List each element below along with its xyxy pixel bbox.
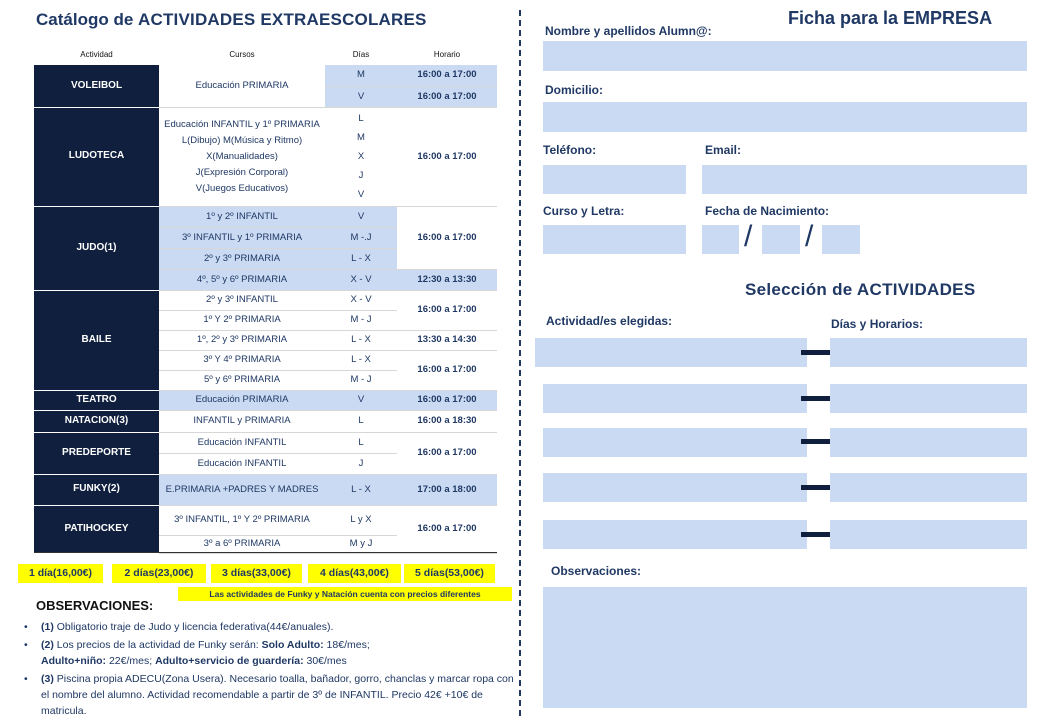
- notes-label: Observaciones:: [551, 564, 642, 578]
- price-badge-2-days: 2 días(23,00€): [112, 564, 206, 583]
- table-row: [34, 390, 497, 410]
- schedule-field-5[interactable]: [830, 520, 1027, 549]
- catalog-title: [36, 10, 427, 30]
- course-cell: 3º INFANTIL, 1º Y 2º PRIMARIA: [159, 505, 325, 535]
- day-item: X: [357, 151, 365, 162]
- course-letter-field[interactable]: [543, 225, 686, 254]
- table-row: [34, 474, 497, 505]
- hour-cell: 16:00 a 17:00: [397, 86, 497, 107]
- table-row: [34, 206, 497, 227]
- birth-day-field[interactable]: [702, 225, 739, 254]
- birth-month-field[interactable]: [762, 225, 800, 254]
- days-cell: M: [325, 65, 397, 86]
- header-horario: Horario: [433, 50, 461, 59]
- observation-item: [24, 671, 519, 719]
- days-cell: M - J: [325, 370, 397, 390]
- address-field[interactable]: [543, 102, 1027, 132]
- days-cell: L: [325, 410, 397, 432]
- address-label: Domicilio:: [545, 83, 604, 97]
- days-cell: J: [325, 453, 397, 474]
- catalog-title-part1: Catálogo de: [36, 10, 139, 29]
- hour-cell: 16:00 a 17:00: [397, 432, 497, 474]
- date-separator: /: [744, 220, 753, 253]
- days-cell: M - J: [325, 310, 397, 330]
- days-cell: [325, 107, 397, 206]
- course-line: L(Dibujo) M(Música y Ritmo): [181, 134, 303, 146]
- activity-field-4[interactable]: [543, 473, 807, 502]
- course-cell: 3º INFANTIL y 1º PRIMARIA: [159, 227, 325, 248]
- observation-text: Los precios de la actividad de Funky serán:: [53, 639, 262, 651]
- activity-ludoteca: LUDOTECA: [34, 107, 159, 206]
- day-item: L: [358, 113, 364, 124]
- phone-label: Teléfono:: [543, 143, 597, 157]
- observations-list: [24, 619, 519, 720]
- course-cell: Educación PRIMARIA: [159, 390, 325, 410]
- course-cell: 2º y 3º INFANTIL: [159, 290, 325, 310]
- date-separator: /: [805, 220, 814, 253]
- observation-item: [24, 637, 519, 669]
- schedule-field-3[interactable]: [830, 428, 1027, 457]
- hour-cell: 16:00 a 17:00: [397, 107, 497, 206]
- course-cell: Educación INFANTIL: [159, 453, 325, 474]
- days-hours-label: Días y Horarios:: [831, 317, 924, 331]
- course-line: X(Manualidades): [206, 150, 278, 162]
- hour-cell: 16:00 a 17:00: [397, 206, 497, 269]
- observation-ref: (1): [41, 621, 54, 633]
- course-cell: E.PRIMARIA +PADRES Y MADRES: [159, 474, 325, 505]
- course-cell: 1º y 2º INFANTIL: [159, 206, 325, 227]
- schedule-field-1[interactable]: [830, 338, 1027, 367]
- hour-cell: 12:30 a 13:30: [397, 269, 497, 290]
- activity-patihockey: PATIHOCKEY: [34, 505, 159, 553]
- observation-ref: (2): [41, 639, 54, 651]
- selection-title: Selección de ACTIVIDADES: [745, 280, 976, 299]
- hour-cell: 16:00 a 17:00: [397, 65, 497, 86]
- course-cell: 5º y 6º PRIMARIA: [159, 370, 325, 390]
- hour-cell: 16:00 a 17:00: [397, 505, 497, 553]
- course-cell: 3º Y 4º PRIMARIA: [159, 350, 325, 370]
- observation-text: 22€/mes;: [106, 655, 156, 667]
- price-note: Las actividades de Funky y Natación cuenta con precios diferentes: [178, 587, 512, 601]
- table-row: [34, 107, 497, 206]
- days-cell: M -.J: [325, 227, 397, 248]
- hour-cell: 16:00 a 17:00: [397, 350, 497, 390]
- observations-title: OBSERVACIONES:: [36, 598, 154, 613]
- observation-text: Piscina propia ADECU(Zona Usera). Necesario toalla, bañador, gorro, chanclas y marcar ropa con el nombre del alumno. Actividad recomendable a partir de 3º de INFANTIL. Precio 42€ +10€ de matricula.: [41, 673, 514, 717]
- email-field[interactable]: [702, 165, 1027, 194]
- bullet-icon: •: [24, 673, 28, 685]
- schedule-field-2[interactable]: [830, 384, 1027, 413]
- activity-natacion: NATACION(3): [34, 410, 159, 432]
- activity-field-2[interactable]: [543, 384, 807, 413]
- course-letter-label: Curso y Letra:: [543, 204, 625, 218]
- days-cell: L - X: [325, 350, 397, 370]
- course-cell: [159, 107, 325, 206]
- table-row: [34, 432, 497, 453]
- price-badge-4-days: 4 días(43,00€): [308, 564, 401, 583]
- course-cell: Educación INFANTIL: [159, 432, 325, 453]
- course-cell: 3º a 6º PRIMARIA: [159, 535, 325, 553]
- course-cell: 2º y 3º PRIMARIA: [159, 248, 325, 269]
- activity-field-3[interactable]: [543, 428, 807, 457]
- days-cell: M y J: [325, 535, 397, 553]
- days-cell: X - V: [325, 290, 397, 310]
- activity-voleibol: VOLEIBOL: [34, 65, 159, 107]
- price-badge-5-days: 5 días(53,00€): [404, 564, 495, 583]
- catalog-divider: [34, 552, 497, 553]
- course-line: V(Juegos Educativos): [195, 182, 289, 194]
- bullet-icon: •: [24, 639, 28, 651]
- activity-field-1[interactable]: [535, 338, 807, 367]
- observation-text: Obligatorio traje de Judo y licencia federativa(44€/anuales).: [53, 621, 334, 633]
- days-cell: V: [325, 206, 397, 227]
- price-badge-1-day: 1 día(16,00€): [18, 564, 103, 583]
- observation-bold: Solo Adulto:: [261, 639, 324, 651]
- activity-predeporte: PREDEPORTE: [34, 432, 159, 474]
- table-row: [34, 65, 497, 86]
- price-badge-3-days: 3 días(33,00€): [211, 564, 302, 583]
- days-cell: L: [325, 432, 397, 453]
- catalog-title-part2: ACTIVIDADES EXTRAESCOLARES: [138, 10, 427, 29]
- observation-item: [24, 619, 519, 635]
- day-item: V: [357, 189, 365, 200]
- hour-cell: 16:00 a 17:00: [397, 390, 497, 410]
- course-line: Educación INFANTIL y 1º PRIMARIA: [164, 118, 320, 130]
- course-cell: INFANTIL y PRIMARIA: [159, 410, 325, 432]
- name-field[interactable]: [543, 41, 1027, 71]
- days-cell: V: [325, 86, 397, 107]
- email-label: Email:: [705, 143, 742, 157]
- hour-cell: 16:00 a 17:00: [397, 290, 497, 330]
- course-cell: 1º, 2º y 3º PRIMARIA: [159, 330, 325, 350]
- day-item: M: [357, 132, 365, 143]
- days-cell: L - X: [325, 248, 397, 269]
- days-cell: X - V: [325, 269, 397, 290]
- table-row: [34, 290, 497, 310]
- phone-field[interactable]: [543, 165, 686, 194]
- schedule-field-4[interactable]: [830, 473, 1027, 502]
- bullet-icon: •: [24, 621, 28, 633]
- activity-field-5[interactable]: [543, 520, 807, 549]
- birth-year-field[interactable]: [822, 225, 860, 254]
- notes-field[interactable]: [543, 587, 1027, 708]
- course-line: J(Expresión Corporal): [195, 166, 289, 178]
- table-row: [34, 410, 497, 432]
- days-cell: L y X: [325, 505, 397, 535]
- birth-date-label: Fecha de Nacimiento:: [705, 204, 830, 218]
- day-item: J: [358, 170, 364, 181]
- hour-cell: 13:30 a 14:30: [397, 330, 497, 350]
- activity-teatro: TEATRO: [34, 390, 159, 410]
- hour-cell: 17:00 a 18:00: [397, 474, 497, 505]
- days-cell: V: [325, 390, 397, 410]
- observation-text: 18€/mes;: [323, 639, 370, 651]
- name-label: Nombre y apellidos Alumn@:: [545, 24, 712, 38]
- observation-bold: Adulto+servicio de guardería:: [155, 655, 304, 667]
- observation-ref: (3): [41, 673, 54, 685]
- observation-bold: Adulto+niño:: [41, 655, 107, 667]
- table-row: [34, 505, 497, 535]
- days-cell: L - X: [325, 330, 397, 350]
- activity-funky: FUNKY(2): [34, 474, 159, 505]
- observation-text: 30€/mes: [303, 655, 347, 667]
- course-cell: 4º, 5º y 6º PRIMARIA: [159, 269, 325, 290]
- cut-line-divider: [519, 10, 521, 716]
- hour-cell: 16:00 a 18:30: [397, 410, 497, 432]
- days-cell: L - X: [325, 474, 397, 505]
- activity-judo: JUDO(1): [34, 206, 159, 290]
- header-cursos: Cursos: [229, 50, 255, 59]
- activity-baile: BAILE: [34, 290, 159, 390]
- form-title: Ficha para la EMPRESA: [788, 8, 993, 28]
- header-dias: Días: [352, 50, 370, 59]
- activities-catalog-table: [34, 44, 497, 554]
- course-cell: 1º Y 2º PRIMARIA: [159, 310, 325, 330]
- header-actividad: Actividad: [80, 50, 113, 59]
- table-header-row: [34, 44, 497, 65]
- chosen-activities-label: Actividad/es elegidas:: [546, 314, 673, 328]
- course-cell: Educación PRIMARIA: [159, 65, 325, 107]
